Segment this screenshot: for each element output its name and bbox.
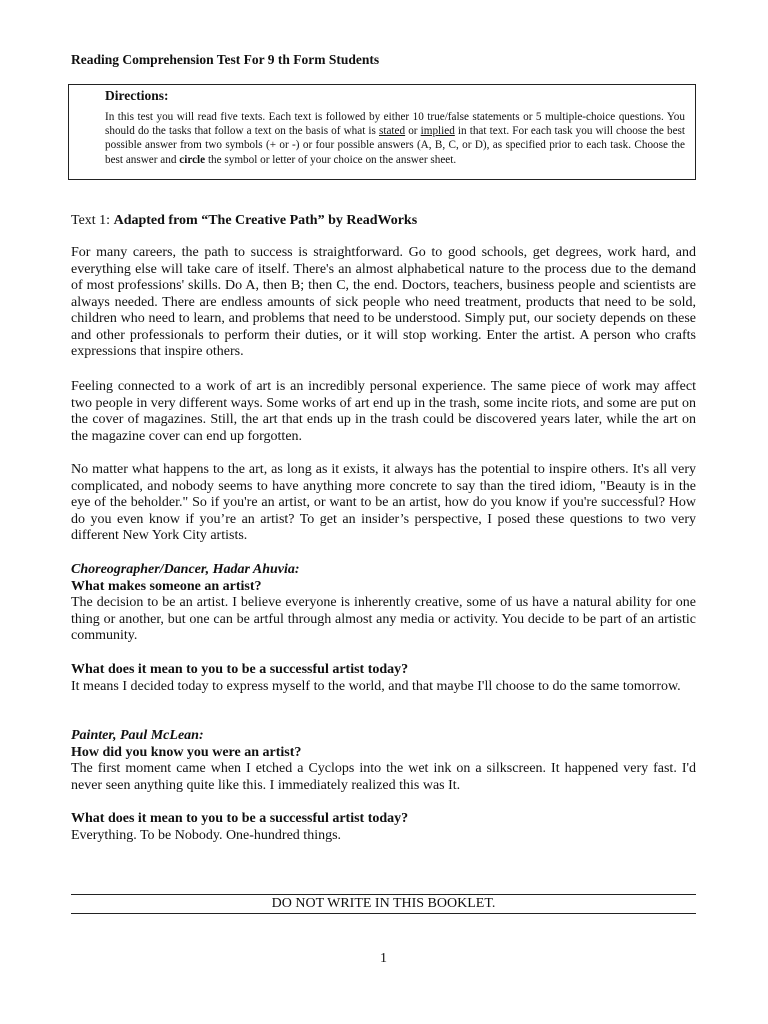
footer-notice: DO NOT WRITE IN THIS BOOKLET. xyxy=(271,896,496,911)
directions-part2: in that text. For each task you will choose the best possible answer from two symbols (+ or -) or four possible answers (A, B, C, or D), as specified prior to each task. Choose the best answer and xyxy=(105,125,685,166)
paragraph-3-text: No matter what happens to the art, as long as it exists, it always has the potential to inspire others. It's all very complicated, and nobody seems to have anything more concrete to say than the tired idiom, "Beauty is in the eye of the beholder." So if you're an artist, or want to be an artist, how do you know if you're successful? How do you even know if you’re an artist? To get an insider’s perspective, I posed these questions to two very different New York City artists. xyxy=(71,462,696,543)
page-title: Reading Comprehension Test For 9 th Form Students xyxy=(71,52,380,67)
paragraph-2-text: Feeling connected to a work of art is an incredibly personal experience. The same piece of work may affect two people in very different ways. Some works of art end up in the trash, some incite riots, and some are put on the cover of magazines. Still, the art that ends up in the trash could be discovered years later, while the art on the magazine cover can end up forgotten. xyxy=(71,379,696,444)
page-number: 1 xyxy=(380,951,387,966)
interview-2-question-1: How did you know you were an artist? xyxy=(71,744,302,760)
interviewee-2-name: Painter, Paul McLean: xyxy=(71,728,204,743)
directions-part3: the symbol or letter of your choice on the answer sheet. xyxy=(205,153,457,166)
interview-1 xyxy=(71,562,696,645)
paragraph-3 xyxy=(71,462,696,545)
text1-label: Text 1: xyxy=(71,213,114,228)
paragraph-2 xyxy=(71,379,696,445)
directions-box xyxy=(68,84,696,180)
interviewee-1-name: Choreographer/Dancer, Hadar Ahuvia: xyxy=(71,562,300,577)
interview-1-question-1: What makes someone an artist? xyxy=(71,578,262,594)
directions-circle: circle xyxy=(179,153,206,166)
paragraph-1-text: For many careers, the path to success is straightforward. Go to good schools, get degrees, work hard, and everything else will take care of itself. There's an almost alphabetical nature to the process due to the demand of most professions' skills. Do A, then B; then C, the end. Doctors, teachers, business people and scientists are always needed. There are endless amounts of sick people who need treatment, products that need to be sold, children who need to learn, and problems that need to be understood. Simply put, our society depends on these and other professionals to perform their duties, or it will stop working. Enter the artist. A person who crafts expressions that inspire others. xyxy=(71,245,696,359)
interview-2-answer-2: Everything. To be Nobody. One-hundred things. xyxy=(71,827,342,843)
directions-part1: In this test you will read five texts. Each text is followed by either 10 true/false statements or 5 multiple-choice questions. You should do the tasks that follow a text on the basis of what is xyxy=(105,111,685,138)
text1-title: Adapted from “The Creative Path” by ReadWorks xyxy=(113,213,418,228)
interview-2-part-2 xyxy=(71,811,696,844)
directions-text xyxy=(105,110,685,167)
interview-1-answer-2: It means I decided today to express myself to the world, and that maybe I'll choose to do the same tomorrow. xyxy=(71,678,681,694)
directions-stated: stated xyxy=(379,125,406,138)
interview-2-question-2: What does it mean to you to be a successful artist today? xyxy=(71,811,409,826)
footer-rule-top xyxy=(71,894,696,895)
text1-heading xyxy=(71,213,417,229)
interview-1-question-2: What does it mean to you to be a successful artist today? xyxy=(71,662,409,677)
interview-1-answer-1: The decision to be an artist. I believe everyone is inherently creative, some of us have a natural ability for one thing or another, but one can be artful through almost any media or activity. You decide to be part of an artistic community. xyxy=(71,595,696,643)
footer-rule-bottom xyxy=(71,913,696,914)
directions-implied: implied xyxy=(420,125,455,138)
directions-or: or xyxy=(405,125,421,138)
interview-2 xyxy=(71,728,696,794)
directions-heading: Directions: xyxy=(105,88,169,103)
interview-1-part-2 xyxy=(71,662,696,695)
paragraph-1 xyxy=(71,245,696,361)
interview-2-answer-1: The first moment came when I etched a Cyclops into the wet ink on a silkscreen. It happened very fast. I'd never seen anything quite like this. I immediately realized this was It. xyxy=(71,761,696,793)
